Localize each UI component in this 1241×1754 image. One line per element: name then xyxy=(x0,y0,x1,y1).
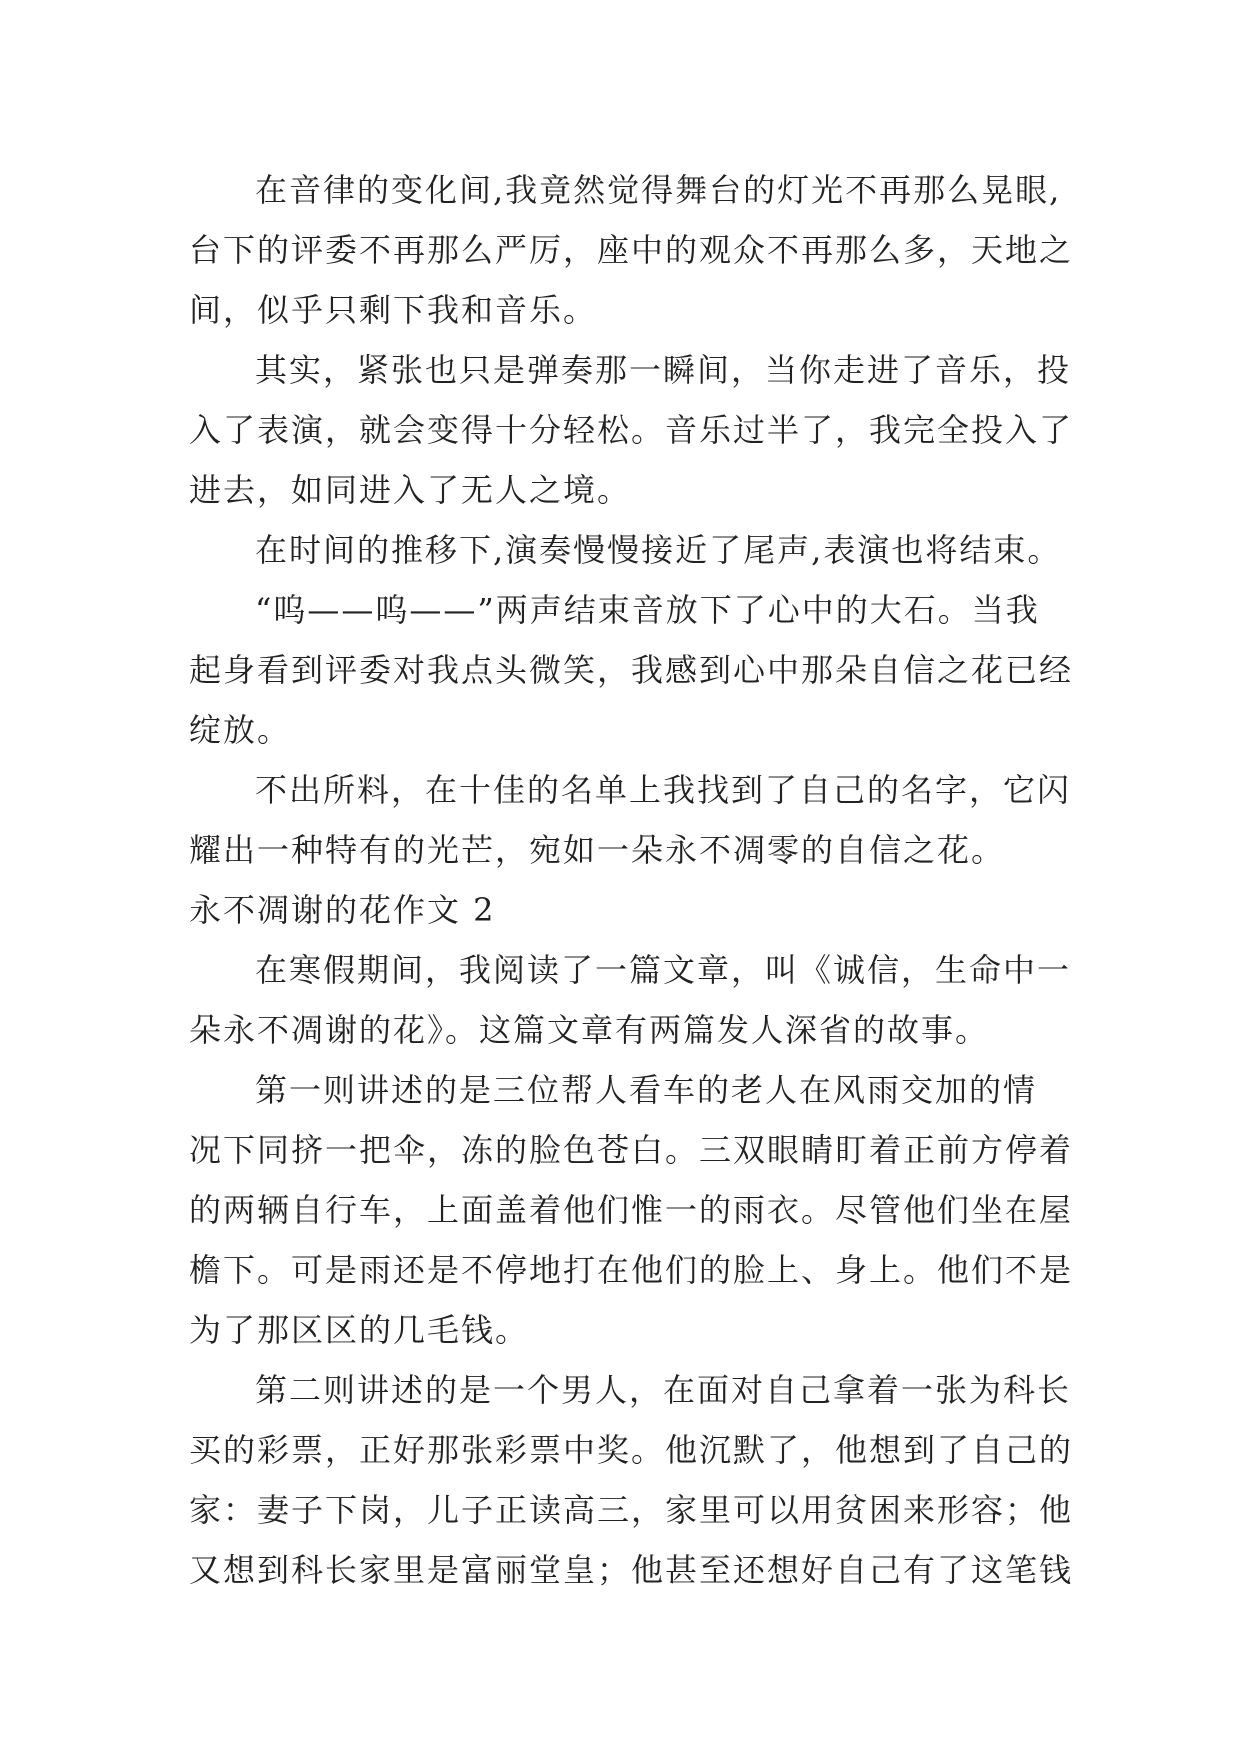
text-line: 买的彩票，正好那张彩票中奖。他沉默了，他想到了自己的 xyxy=(189,1431,1074,1469)
text-line: 况下同挤一把伞，冻的脸色苍白。三双眼睛盯着正前方停着 xyxy=(189,1131,1074,1169)
text-line: 进去，如同进入了无人之境。 xyxy=(189,471,632,509)
text-line: 又想到科长家里是富丽堂皇；他甚至还想好自己有了这笔钱 xyxy=(189,1551,1074,1589)
text-line: 在寒假期间，我阅读了一篇文章，叫《诚信，生命中一 xyxy=(255,951,1072,989)
text-line: 朵永不凋谢的花》。这篇文章有两篇发人深省的故事。 xyxy=(189,1011,990,1049)
text-line: 的两辆自行车，上面盖着他们惟一的雨衣。尽管他们坐在屋 xyxy=(189,1191,1074,1229)
text-line: 起身看到评委对我点头微笑，我感到心中那朵自信之花已经 xyxy=(189,651,1074,689)
text-line: 耀出一种特有的光芒，宛如一朵永不凋零的自信之花。 xyxy=(189,831,1006,869)
text-line: 为了那区区的几毛钱。 xyxy=(189,1311,530,1349)
text-line: 其实，紧张也只是弹奏那一瞬间，当你走进了音乐，投 xyxy=(255,351,1072,389)
text-line: 入了表演，就会变得十分轻松。音乐过半了，我完全投入了 xyxy=(189,411,1074,449)
text-line: 檐下。可是雨还是不停地打在他们的脸上、身上。他们不是 xyxy=(189,1251,1074,1289)
section-heading: 永不凋谢的花作文 2 xyxy=(189,891,496,929)
text-line: 在音律的变化间,我竟然觉得舞台的灯光不再那么晃眼, xyxy=(255,171,1062,209)
text-line: 间，似乎只剩下我和音乐。 xyxy=(189,291,598,329)
text-line: 不出所料，在十佳的名单上我找到了自己的名字，它闪 xyxy=(255,771,1072,809)
text-line: 台下的评委不再那么严厉，座中的观众不再那么多，天地之 xyxy=(189,231,1074,269)
document-body xyxy=(189,160,1074,1600)
text-line: 第二则讲述的是一个男人，在面对自己拿着一张为科长 xyxy=(255,1371,1072,1409)
text-line: 家：妻子下岗，儿子正读高三，家里可以用贫困来形容；他 xyxy=(189,1491,1074,1529)
text-line: 绽放。 xyxy=(189,711,292,749)
text-line: 第一则讲述的是三位帮人看车的老人在风雨交加的情 xyxy=(255,1071,1038,1109)
text-line: “呜——呜——”两声结束音放下了心中的大石。当我 xyxy=(255,591,1040,629)
text-line: 在时间的推移下,演奏慢慢接近了尾声,表演也将结束。 xyxy=(255,531,1062,569)
